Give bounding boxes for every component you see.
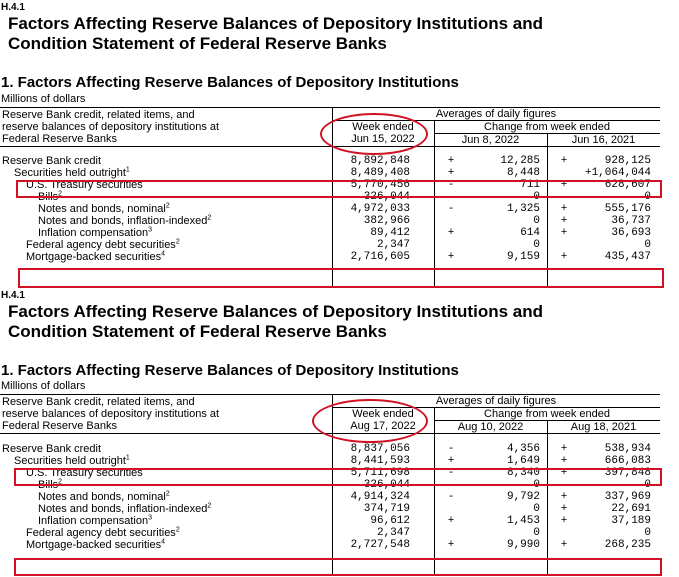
header-left-line1: Reserve Bank credit, related items, and bbox=[2, 109, 195, 121]
table-row bbox=[0, 503, 660, 515]
week-value: 89,412 bbox=[370, 227, 410, 239]
change1-value: 4,356 bbox=[506, 443, 540, 455]
table-row bbox=[0, 443, 660, 455]
change2-sign: + bbox=[560, 251, 568, 263]
week-value: 8,441,593 bbox=[350, 455, 410, 467]
report-title-line1: Factors Affecting Reserve Balances of Depository Institutions and bbox=[8, 14, 543, 33]
header-left-line3: Federal Reserve Banks bbox=[2, 133, 117, 145]
treasury-row-highlight bbox=[14, 468, 662, 486]
change1-sign: + bbox=[447, 251, 455, 263]
table-body bbox=[0, 155, 660, 263]
week-value: 8,892,848 bbox=[350, 155, 410, 167]
change2-sign: + bbox=[560, 155, 568, 167]
week-value: 2,716,605 bbox=[350, 251, 410, 263]
change1-value: 9,990 bbox=[506, 539, 540, 551]
change2-sign: + bbox=[560, 467, 568, 479]
report-code: H.4.1 bbox=[1, 2, 25, 13]
report-title-line2: Condition Statement of Federal Reserve Banks bbox=[8, 322, 387, 341]
change1-sign: + bbox=[447, 155, 455, 167]
table-row bbox=[0, 155, 660, 167]
change1-sign: + bbox=[447, 167, 455, 179]
change2-sign: + bbox=[560, 515, 568, 527]
report-panel-2 bbox=[0, 288, 679, 576]
row-label: Federal agency debt securities$^2$ bbox=[26, 526, 180, 539]
week-ended-line2: Jun 15, 2022 bbox=[351, 133, 415, 145]
table-row bbox=[0, 203, 660, 215]
table-row bbox=[0, 167, 660, 179]
row-label: Notes and bonds, nominal$^2$ bbox=[38, 202, 170, 215]
change1-value: 1,325 bbox=[506, 203, 540, 215]
change1-sign: + bbox=[447, 515, 455, 527]
change2-sign: + bbox=[560, 491, 568, 503]
table-row bbox=[0, 491, 660, 503]
row-label: Bills$^2$ bbox=[38, 478, 63, 491]
row-label: Securities held outright$^1$ bbox=[14, 166, 130, 179]
change2-value: 0 bbox=[644, 239, 651, 251]
week-ended-line2: Aug 17, 2022 bbox=[350, 420, 416, 432]
change1-value: 614 bbox=[520, 227, 540, 239]
change2-value: 928,125 bbox=[604, 155, 651, 167]
week-value: 2,347 bbox=[376, 239, 410, 251]
report-panel-1 bbox=[0, 0, 679, 288]
row-label: Mortgage-backed securities$^4$ bbox=[26, 538, 166, 551]
row-label: Inflation compensation$^3$ bbox=[38, 514, 152, 527]
header-left-line1: Reserve Bank credit, related items, and bbox=[2, 396, 195, 408]
change1-value: 0 bbox=[533, 503, 540, 515]
change2-value: 666,083 bbox=[604, 455, 651, 467]
row-label: Reserve Bank credit bbox=[2, 155, 102, 167]
row-label: Notes and bonds, nominal$^2$ bbox=[38, 490, 170, 503]
week-value: 5,770,456 bbox=[350, 179, 410, 191]
report-code: H.4.1 bbox=[1, 290, 25, 301]
change2-sign: + bbox=[560, 203, 568, 215]
row-label: Bills$^2$ bbox=[38, 190, 63, 203]
change1-value: 0 bbox=[533, 215, 540, 227]
change2-value: 36,737 bbox=[611, 215, 651, 227]
change2-sign: + bbox=[560, 539, 568, 551]
week-value: 5,711,698 bbox=[350, 467, 410, 479]
change1-value: 0 bbox=[533, 479, 540, 491]
table-body bbox=[0, 443, 660, 551]
week-value: 4,972,033 bbox=[350, 203, 410, 215]
header-left-label bbox=[2, 396, 302, 432]
week-value: 8,489,408 bbox=[350, 167, 410, 179]
week-value: 326,044 bbox=[363, 191, 410, 203]
mbs-row-highlight bbox=[14, 558, 662, 576]
section-title: 1. Factors Affecting Reserve Balances of Depository Institutions bbox=[1, 74, 459, 91]
header-left-line2: reserve balances of depository institutions at bbox=[2, 121, 220, 133]
change-col2-header: Aug 18, 2021 bbox=[570, 421, 637, 433]
change1-value: 12,285 bbox=[500, 155, 540, 167]
section-title: 1. Factors Affecting Reserve Balances of Depository Institutions bbox=[1, 362, 459, 379]
change1-value: 0 bbox=[533, 191, 540, 203]
table-row bbox=[0, 239, 660, 251]
week-ended-highlight-oval bbox=[320, 113, 428, 155]
table-row bbox=[0, 455, 660, 467]
change2-value: 0 bbox=[644, 191, 651, 203]
row-label: Inflation compensation$^3$ bbox=[38, 226, 152, 239]
change1-sign: - bbox=[447, 443, 455, 455]
change2-value: 538,934 bbox=[604, 443, 651, 455]
change1-value: 711 bbox=[520, 179, 540, 191]
change1-value: 9,792 bbox=[506, 491, 540, 503]
change2-value: 435,437 bbox=[604, 251, 651, 263]
change-col2-header: Jun 16, 2021 bbox=[571, 134, 636, 146]
change2-value: 0 bbox=[644, 479, 651, 491]
week-ended-line1: Week ended bbox=[352, 408, 414, 420]
week-value: 2,347 bbox=[376, 527, 410, 539]
units-label: Millions of dollars bbox=[1, 380, 86, 392]
units-label: Millions of dollars bbox=[1, 93, 86, 105]
week-value: 4,914,324 bbox=[350, 491, 410, 503]
change2-sign: + bbox=[560, 227, 568, 239]
week-value: 96,612 bbox=[370, 515, 410, 527]
change2-sign: + bbox=[560, 179, 568, 191]
change2-value: 36,693 bbox=[611, 227, 651, 239]
row-label: Notes and bonds, inflation-indexed$^2$ bbox=[38, 502, 212, 515]
header-left-label bbox=[2, 109, 302, 145]
mbs-row-highlight bbox=[18, 268, 664, 288]
change-col1-header: Jun 8, 2022 bbox=[461, 134, 520, 146]
averages-header: Averages of daily figures bbox=[332, 395, 660, 408]
report-title-line2: Condition Statement of Federal Reserve Banks bbox=[8, 34, 387, 53]
table-row bbox=[0, 227, 660, 239]
row-label: Reserve Bank credit bbox=[2, 443, 102, 455]
change2-value: 22,691 bbox=[611, 503, 651, 515]
change1-value: 0 bbox=[533, 527, 540, 539]
table-row bbox=[0, 515, 660, 527]
change1-value: 9,159 bbox=[506, 251, 540, 263]
change1-value: 1,649 bbox=[506, 455, 540, 467]
change1-sign: + bbox=[447, 539, 455, 551]
change1-sign: - bbox=[447, 203, 455, 215]
averages-header: Averages of daily figures bbox=[332, 108, 660, 121]
change1-value: 8,448 bbox=[506, 167, 540, 179]
change2-value: 628,607 bbox=[604, 179, 651, 191]
table-row bbox=[0, 215, 660, 227]
change2-value: 397,848 bbox=[604, 467, 651, 479]
report-title-line1: Factors Affecting Reserve Balances of Depository Institutions and bbox=[8, 302, 543, 321]
row-label: Securities held outright$^1$ bbox=[14, 454, 130, 467]
change2-sign: + bbox=[560, 455, 568, 467]
change-header: Change from week ended bbox=[434, 408, 660, 421]
row-label: Mortgage-backed securities$^4$ bbox=[26, 250, 166, 263]
change2-value: 0 bbox=[644, 527, 651, 539]
week-value: 382,966 bbox=[363, 215, 410, 227]
change1-sign: - bbox=[447, 179, 455, 191]
treasury-row-highlight bbox=[16, 180, 662, 198]
row-label: Federal agency debt securities$^2$ bbox=[26, 238, 180, 251]
change-col1-header: Aug 10, 2022 bbox=[457, 421, 524, 433]
header-left-line3: Federal Reserve Banks bbox=[2, 420, 117, 432]
change2-value: 37,189 bbox=[611, 515, 651, 527]
row-label: U.S. Treasury securities bbox=[26, 179, 143, 191]
change-header: Change from week ended bbox=[434, 121, 660, 134]
week-ended-line1: Week ended bbox=[352, 121, 414, 133]
week-value: 8,837,056 bbox=[350, 443, 410, 455]
table-row bbox=[0, 539, 660, 551]
header-left-line2: reserve balances of depository institutions at bbox=[2, 408, 220, 420]
row-label: U.S. Treasury securities bbox=[26, 467, 143, 479]
change1-value: 0 bbox=[533, 239, 540, 251]
week-value: 2,727,548 bbox=[350, 539, 410, 551]
change2-value: +1,064,044 bbox=[584, 167, 651, 179]
change2-sign: + bbox=[560, 443, 568, 455]
change1-sign: + bbox=[447, 455, 455, 467]
week-ended-highlight-oval bbox=[312, 399, 428, 443]
row-label: Notes and bonds, inflation-indexed$^2$ bbox=[38, 214, 212, 227]
change2-value: 337,969 bbox=[604, 491, 651, 503]
week-value: 374,719 bbox=[363, 503, 410, 515]
change1-value: 1,453 bbox=[506, 515, 540, 527]
table-row bbox=[0, 251, 660, 263]
change2-sign: + bbox=[560, 215, 568, 227]
week-value: 326,044 bbox=[363, 479, 410, 491]
change2-sign: + bbox=[560, 503, 568, 515]
change2-value: 268,235 bbox=[604, 539, 651, 551]
change1-sign: + bbox=[447, 227, 455, 239]
change1-value: 8,340 bbox=[506, 467, 540, 479]
change1-sign: - bbox=[447, 491, 455, 503]
table-row bbox=[0, 527, 660, 539]
change2-value: 555,176 bbox=[604, 203, 651, 215]
change1-sign: - bbox=[447, 467, 455, 479]
